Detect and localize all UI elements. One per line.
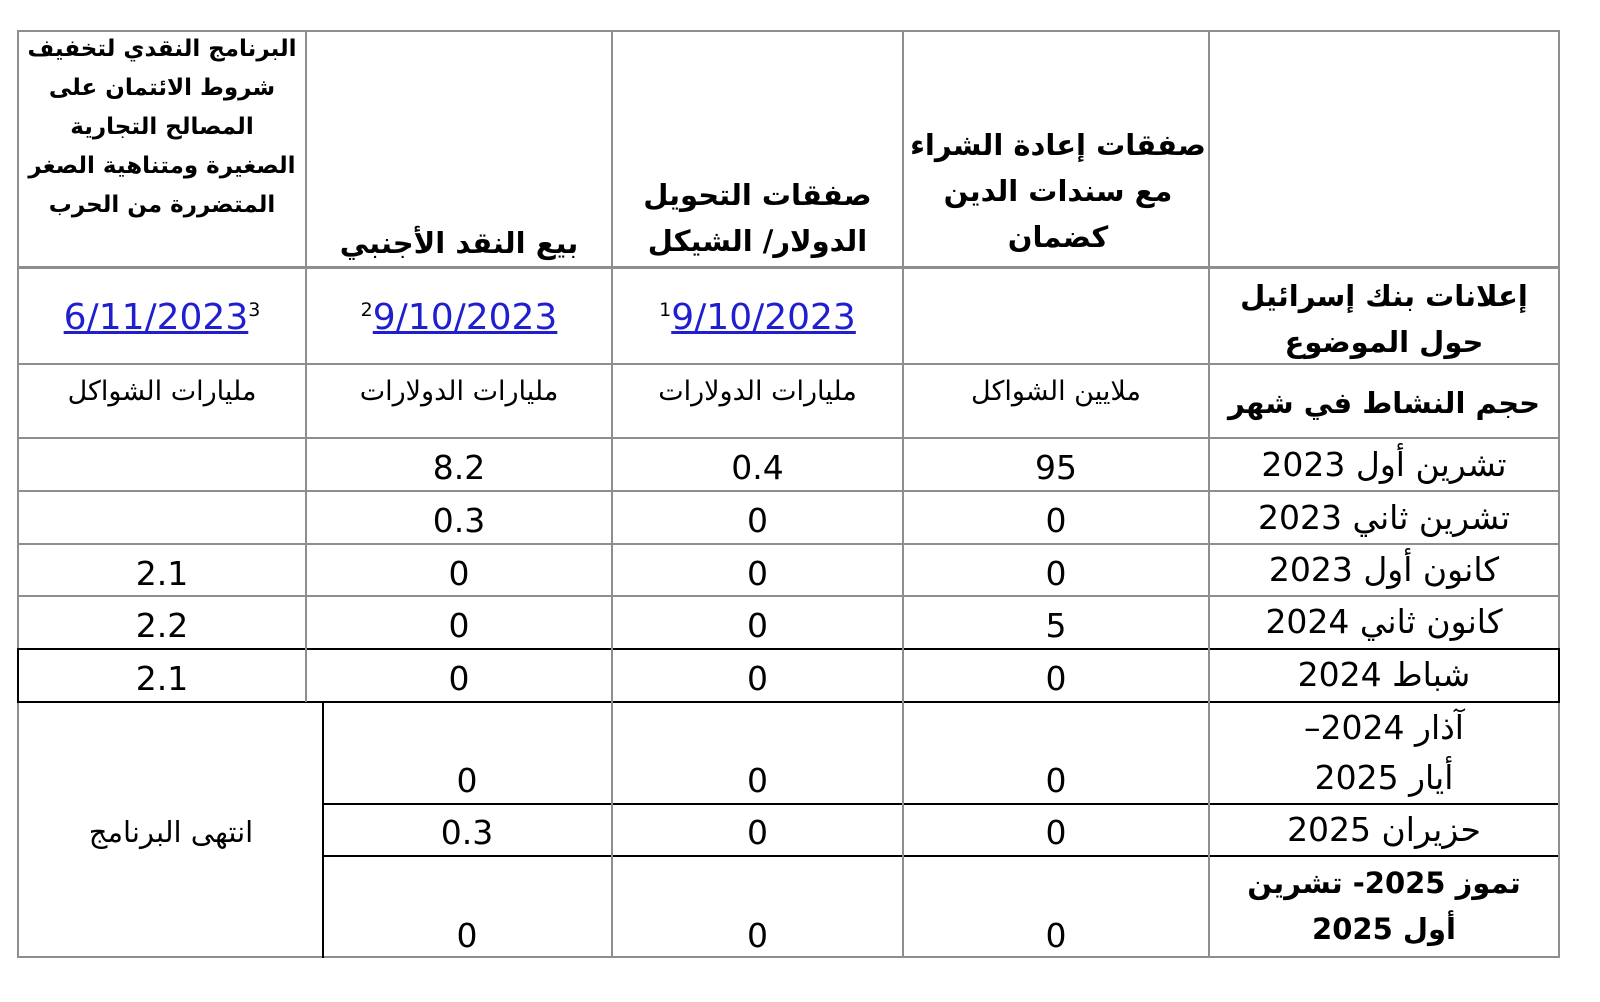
month-label bbox=[1212, 860, 1556, 952]
unit-fx: مليارات الدولارات bbox=[359, 376, 559, 407]
row-border-right bbox=[1558, 648, 1560, 703]
header-fx: بيع النقد الأجنبي bbox=[339, 226, 579, 260]
month-label-line: آذار 2024– bbox=[1304, 708, 1464, 747]
footnote-ref: 2 bbox=[360, 299, 373, 321]
value-repo: 0 bbox=[1045, 554, 1067, 593]
month-label-line: تموز 2025- تشرين bbox=[1247, 866, 1521, 900]
value-repo: 0 bbox=[1045, 761, 1067, 800]
value-program: 2.2 bbox=[135, 606, 189, 645]
value-repo: 0 bbox=[1045, 813, 1067, 852]
value-swap: 0 bbox=[747, 606, 768, 645]
month-label: تشرين ثاني 2023 bbox=[1257, 498, 1511, 537]
value-fx: 0 bbox=[456, 761, 478, 800]
announcement-fx-link[interactable]: 9/10/2023 bbox=[372, 297, 558, 338]
header-program: البرنامج النقدي لتخفيف شروط الائتمان على المصالح التجارية الصغيرة ومتناهية الصغر المتضررة من الحرب bbox=[27, 36, 297, 218]
announcement-fx bbox=[310, 296, 608, 340]
value-fx: 8.2 bbox=[432, 448, 486, 487]
value-fx: 0.3 bbox=[432, 501, 486, 540]
month-label-line: أول 2025 bbox=[1312, 912, 1456, 946]
value-fx: 0 bbox=[448, 659, 470, 698]
row-divider bbox=[18, 437, 1559, 439]
value-repo: 0 bbox=[1045, 501, 1067, 540]
table-border-bottom bbox=[18, 956, 1559, 958]
value-swap: 0 bbox=[747, 554, 768, 593]
value-fx: 0.3 bbox=[440, 813, 494, 852]
value-swap: 0 bbox=[747, 813, 768, 852]
month-label: كانون أول 2023 bbox=[1268, 550, 1500, 589]
value-repo: 95 bbox=[1035, 448, 1077, 487]
column-divider bbox=[1208, 30, 1210, 958]
announcement-swap-link[interactable]: 9/10/2023 bbox=[671, 297, 856, 338]
value-swap: 0.4 bbox=[731, 448, 784, 487]
value-repo: 5 bbox=[1045, 606, 1067, 645]
unit-program: مليارات الشواكل bbox=[67, 376, 257, 407]
month-label: كانون ثاني 2024 bbox=[1265, 602, 1503, 641]
table-border-right bbox=[1558, 30, 1560, 958]
value-swap: 0 bbox=[747, 916, 768, 955]
month-label: تشرين أول 2023 bbox=[1261, 445, 1507, 484]
month-label bbox=[1212, 703, 1556, 803]
unit-swap: مليارات الدولارات bbox=[658, 376, 857, 407]
units-label: حجم النشاط في شهر bbox=[1227, 386, 1541, 420]
column-divider bbox=[611, 30, 613, 958]
header-swap: صفقات التحويل الدولار/ الشيكل bbox=[643, 178, 872, 258]
footnote-ref: 1 bbox=[659, 299, 672, 321]
value-fx: 0 bbox=[448, 554, 470, 593]
row-border-left bbox=[17, 648, 19, 703]
table-border-left bbox=[17, 30, 19, 958]
value-repo: 0 bbox=[1045, 916, 1067, 955]
column-divider bbox=[305, 30, 307, 702]
column-divider bbox=[902, 30, 904, 958]
header-divider bbox=[18, 266, 1559, 269]
footnote-ref: 3 bbox=[248, 299, 261, 321]
value-swap: 0 bbox=[747, 761, 768, 800]
value-program: 2.1 bbox=[135, 554, 189, 593]
month-label: شباط 2024 bbox=[1297, 655, 1471, 694]
value-repo: 0 bbox=[1045, 659, 1067, 698]
value-fx: 0 bbox=[448, 606, 470, 645]
value-swap: 0 bbox=[747, 501, 768, 540]
program-ended-note: انتهى البرنامج bbox=[88, 815, 254, 849]
column-divider bbox=[322, 702, 324, 958]
announcement-program-link[interactable]: 6/11/2023 bbox=[63, 297, 249, 338]
month-label: حزيران 2025 bbox=[1287, 810, 1481, 849]
announcement-program bbox=[22, 296, 302, 340]
value-program: 2.1 bbox=[135, 659, 189, 698]
value-swap: 0 bbox=[747, 659, 768, 698]
header-repo: صفقات إعادة الشراء مع سندات الدين كضمان bbox=[910, 128, 1206, 254]
row-divider bbox=[323, 855, 1559, 857]
row-divider bbox=[18, 490, 1559, 492]
month-label-line: أيار 2025 bbox=[1314, 758, 1454, 797]
announcements-label: إعلانات بنك إسرائيل حول الموضوع bbox=[1240, 279, 1528, 359]
announcement-swap bbox=[615, 296, 900, 340]
value-fx: 0 bbox=[456, 916, 478, 955]
unit-repo: ملايين الشواكل bbox=[971, 376, 1141, 407]
